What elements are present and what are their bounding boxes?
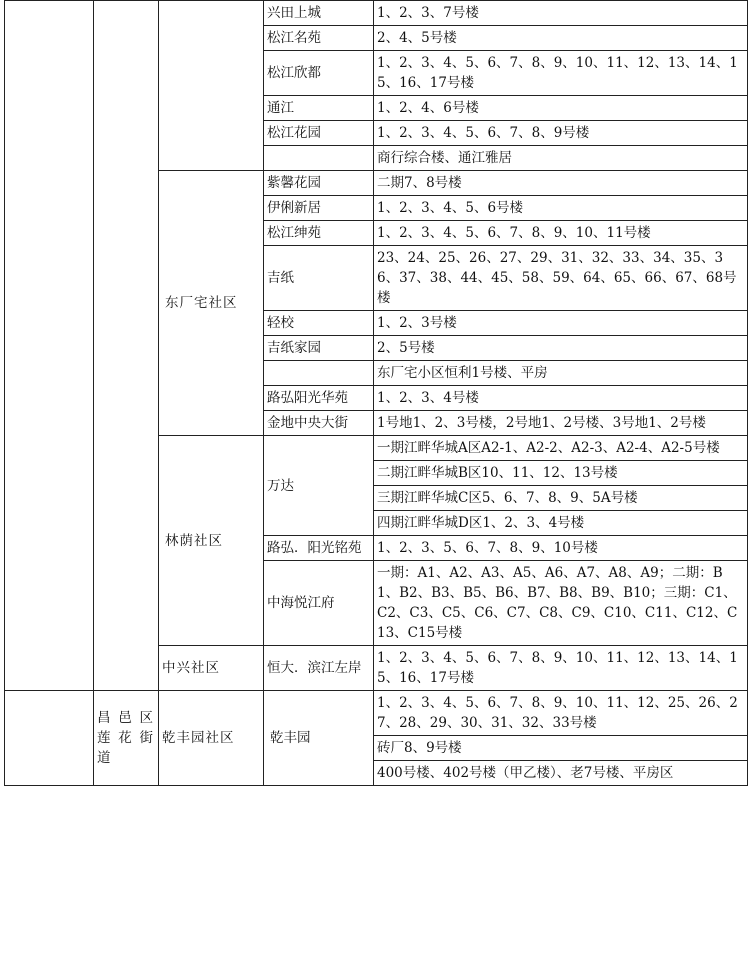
building-list: 1、2、3、5、6、7、8、9、10号楼 bbox=[374, 536, 748, 561]
complex-name: 路弘．阳光铭苑 bbox=[264, 536, 374, 561]
building-list: 400号楼、402号楼（甲乙楼）、老7号楼、平房区 bbox=[374, 761, 748, 786]
complex-name: 恒大．滨江左岸 bbox=[264, 646, 374, 691]
complex-name: 路弘阳光华苑 bbox=[264, 386, 374, 411]
building-list: 1、2、3、4、5、6、7、8、9、10、11、12、13、14、15、16、17号楼 bbox=[374, 646, 748, 691]
complex-name: 伊俐新居 bbox=[264, 196, 374, 221]
community-name: 东厂宅社区 bbox=[159, 171, 264, 436]
complex-name: 吉纸 bbox=[264, 246, 374, 311]
building-list: 东厂宅小区恒利1号楼、平房 bbox=[374, 361, 748, 386]
complex-name bbox=[264, 146, 374, 171]
table-row bbox=[5, 1, 748, 26]
complex-name: 中海悦江府 bbox=[264, 561, 374, 646]
building-list: 2、5号楼 bbox=[374, 336, 748, 361]
building-list: 1、2、3、7号楼 bbox=[374, 1, 748, 26]
community-name: 中兴社区 bbox=[159, 646, 264, 691]
complex-name bbox=[264, 361, 374, 386]
district-cell-top bbox=[5, 1, 94, 691]
building-list: 商行综合楼、通江雅居 bbox=[374, 146, 748, 171]
building-list: 砖厂8、9号楼 bbox=[374, 736, 748, 761]
building-list: 二期7、8号楼 bbox=[374, 171, 748, 196]
community-name: 林荫社区 bbox=[159, 436, 264, 646]
complex-name: 松江花园 bbox=[264, 121, 374, 146]
building-list: 2、4、5号楼 bbox=[374, 26, 748, 51]
building-list: 1号地1、2、3号楼，2号地1、2号楼、3号地1、2号楼 bbox=[374, 411, 748, 436]
building-list: 1、2、3号楼 bbox=[374, 311, 748, 336]
complex-name: 松江欣都 bbox=[264, 51, 374, 96]
housing-allocation-table bbox=[4, 0, 748, 786]
complex-name: 通江 bbox=[264, 96, 374, 121]
complex-name: 轻校 bbox=[264, 311, 374, 336]
building-list: 四期江畔华城D区1、2、3、4号楼 bbox=[374, 511, 748, 536]
building-list: 1、2、3、4、5、6号楼 bbox=[374, 196, 748, 221]
complex-name: 吉纸家园 bbox=[264, 336, 374, 361]
building-list: 23、24、25、26、27、29、31、32、33、34、35、36、37、38、44、45、58、59、64、65、66、67、68号楼 bbox=[374, 246, 748, 311]
complex-name: 乾丰园 bbox=[264, 691, 374, 786]
building-list: 1、2、3、4号楼 bbox=[374, 386, 748, 411]
building-list: 1、2、3、4、5、6、7、8、9、10、11、12、13、14、15、16、17号楼 bbox=[374, 51, 748, 96]
complex-name: 金地中央大街 bbox=[264, 411, 374, 436]
community-name: 乾丰园社区 bbox=[159, 691, 264, 786]
building-list: 一期：A1、A2、A3、A5、A6、A7、A8、A9；二期：B1、B2、B3、B5、B6、B7、B8、B9、B10；三期：C1、C2、C3、C5、C6、C7、C8、C9、C10、C11、C12、C13、C15号楼 bbox=[374, 561, 748, 646]
district-street-name: 昌邑区莲花街道 bbox=[94, 691, 159, 786]
table-row bbox=[5, 691, 748, 736]
building-list: 二期江畔华城B区10、11、12、13号楼 bbox=[374, 461, 748, 486]
building-list: 1、2、3、4、5、6、7、8、9、10、11号楼 bbox=[374, 221, 748, 246]
building-list: 1、2、3、4、5、6、7、8、9、10、11、12、25、26、27、28、29、30、31、32、33号楼 bbox=[374, 691, 748, 736]
complex-name: 紫馨花园 bbox=[264, 171, 374, 196]
building-list: 三期江畔华城C区5、6、7、8、9、5A号楼 bbox=[374, 486, 748, 511]
complex-name: 松江绅苑 bbox=[264, 221, 374, 246]
building-list: 1、2、3、4、5、6、7、8、9号楼 bbox=[374, 121, 748, 146]
complex-name: 万达 bbox=[264, 436, 374, 536]
street-cell-top bbox=[94, 1, 159, 691]
community-cell-top bbox=[159, 1, 264, 171]
complex-name: 松江名苑 bbox=[264, 26, 374, 51]
building-list: 一期江畔华城A区A2-1、A2-2、A2-3、A2-4、A2-5号楼 bbox=[374, 436, 748, 461]
complex-name: 兴田上城 bbox=[264, 1, 374, 26]
building-list: 1、2、4、6号楼 bbox=[374, 96, 748, 121]
district-cell-bottom bbox=[5, 691, 94, 786]
